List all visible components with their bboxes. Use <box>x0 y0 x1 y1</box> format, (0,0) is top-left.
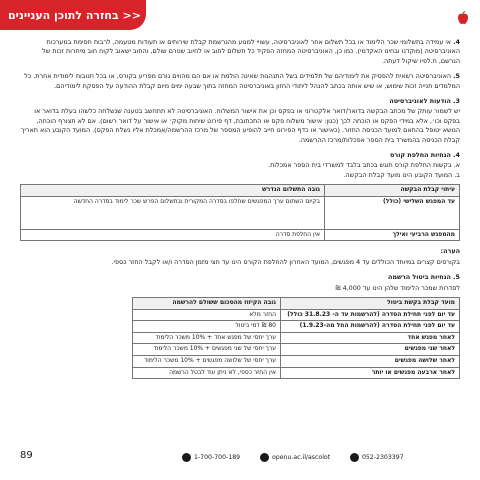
table-cell: בקיום השתום ערך המפגשים שחלפו בסדרה המקורית ובתשלום הפרש שכר לימוד בסדרה החדשה <box>21 196 325 229</box>
table-cell: לאחר ארבעה מפגשים או יותר <box>281 367 460 379</box>
table-cell: מהמפגש הרביעי ואילך <box>325 229 460 241</box>
table-header-row <box>133 298 460 310</box>
table-cell: החזר מלא <box>133 309 281 321</box>
table-header: גובה הקיזוז מהסכום ששולם להרשמה <box>133 298 281 310</box>
paragraph-text: אי עמידה בתשלומי שכר הלימוד או בכל תשלום אחר לאוניברסיטה, עשויי למנוע מהנרשמת קבלת שירותים או תעודות מטעמה, לרבות חסימת במערכות האוניברסיטה (מוקדנו ובחינו האקדמי). כמו כן, האוניברסיטה המחזה הפקיד כל תשלום לחוב או לחיוב שטרם שולם, והחוב ישאוב לקוח חוב מיתרות זכות של הנרשם, ת.לפיו שיקול דעתה. <box>42 38 460 65</box>
whatsapp-icon <box>350 453 359 462</box>
apple-logo-icon <box>455 10 471 26</box>
table-cell: 80 ₪ דמי ביטול <box>133 321 281 333</box>
table-row <box>133 344 460 356</box>
course-change-line: א. בקשות החלפת קורס תוגש בכתב בלבד למשרדי בית הספר אמכלות. <box>268 161 460 170</box>
section-heading-notifications: 3. הודעות לאוניברסיטה <box>389 97 460 106</box>
table-cell: לאחר מפגש אחד <box>281 332 460 344</box>
paragraph-behavior <box>20 72 460 91</box>
globe-icon <box>260 453 269 462</box>
table-header: גובה התשלום הנדרש <box>21 185 325 197</box>
item-number: 5. <box>453 72 460 81</box>
item-number: 4. <box>453 38 460 46</box>
cancellation-subtitle: לסדרות שמכר הלימוד שלהן הינו עד 4,000 ₪ <box>335 283 460 292</box>
table-cell: עד יום לפני תחילת הסדרה (להרשמות החל מה-1.9.23) <box>281 321 460 333</box>
note-text: בקורסים קצרים במיוחד הכוללים עד 4 מפגשים, המועד האחרון להחלפת הקורס הינו עד חצי מזמן הסדרה ו/או לקבל החזר כספי. <box>111 257 460 266</box>
table-row <box>133 321 460 333</box>
course-change-table <box>20 184 460 241</box>
paragraph-payment-default <box>20 38 460 66</box>
course-change-line: ב. המועד הקובע הינו מועד קבלת הבקשה. <box>343 170 460 179</box>
table-cell: ערך יחסי של שני מפגשים + 10% משכר הלימוד <box>133 344 281 356</box>
website-contact[interactable] <box>260 453 330 462</box>
terms-document <box>20 38 460 385</box>
back-to-toc-banner[interactable] <box>0 0 146 30</box>
table-row <box>133 332 460 344</box>
paragraph-text: האוניברסיטה רשאית להפסיק את לימודיהם של תלמידים בשל התנהגות שאינה הולמת או אם הם מהווים גורם מפריע בקורס, או בכל תנובות לימודית אחרת. כל המלמדים תנייה זכות שימוש, או שיש אותה בכתב להנהל ליתודי החזון באוניברסיטה המחזה בתוך שבעה ימים מיום קבלת ההודעה על הפסקת לימודיהם. <box>24 72 460 90</box>
table-cell: ערך יחסי של מפגש אחד + 10% משכר הלימוד <box>133 332 281 344</box>
table-row <box>133 367 460 379</box>
note-label: הערה: <box>440 247 460 256</box>
table-row <box>21 229 460 241</box>
phone-contact[interactable] <box>182 453 240 462</box>
table-cell: ערך יחסי של שלושה מפגשים + 10% משכר הלימוד <box>133 356 281 368</box>
back-to-toc-link[interactable]: בחזרה לתוכן העניינים >> <box>8 8 141 22</box>
section-heading-course-change: 4. הנחיות החלפת קורס <box>390 151 460 160</box>
phone-number[interactable]: 1-700-700-189 <box>194 454 241 461</box>
table-header-row <box>21 185 460 197</box>
table-cell: אין החלפת סדרה <box>21 229 325 241</box>
table-cell: עד המפגש השלישי (כולל) <box>325 196 460 229</box>
table-cell: לאחר שלושה מפגשים <box>281 356 460 368</box>
website-link[interactable]: openu.ac.il/ascolot <box>272 454 331 461</box>
paragraph-notifications: יש לשמור עותק של מכתב הבקשה בדואר/דואר אלקטרוני או בפקס וכן את אישור המשלוח. האוניברסיטה לא תתחשב בטענה שנשלחה כלשהו בעלת בדואר או בפקס וכו׳, אלא במידי הפקס או הוכחה לכך (כגון: אישור משלוח פקס או התכתובת, דף פירוט שיחות מקוק׳ או אישור על דואר רשום). אם לא תצורף הוכחה, הנושא יטופל בהתאם למועד הכניסה החזור. (כאישור או כדף הפירוט חייב להופיע המספר של מרכז ההרשמה/אמכלת אליו נשלח הפקס). המועד הקובע הוא תאריך קבלת הכניסה בהמשרד בית הספר אפכלות/מרכז ההרשמה. <box>21 107 460 144</box>
cancellation-table <box>132 297 460 379</box>
whatsapp-number[interactable]: 052-2303397 <box>362 454 404 461</box>
section-heading-cancellation: 5. הנחיות ביטול הרשמה <box>388 273 460 282</box>
table-row <box>133 309 460 321</box>
table-cell: לאחר שני מפגשים <box>281 344 460 356</box>
table-cell: אין החזר כספי, לא ניתן עוד לבטל הרשמה <box>133 367 281 379</box>
table-header: עיתוי קבלת הבקשה <box>325 185 460 197</box>
whatsapp-contact[interactable] <box>350 453 404 462</box>
phone-icon <box>182 453 191 462</box>
table-cell: עד יום לפני תחילת הסדרה (להרשמות עד ה- 31.8.23 כולל) <box>281 309 460 321</box>
table-row <box>21 196 460 229</box>
page-number: 89 <box>20 450 33 461</box>
table-header: מועד קבלת בקשת ביטול <box>281 298 460 310</box>
table-row <box>133 356 460 368</box>
